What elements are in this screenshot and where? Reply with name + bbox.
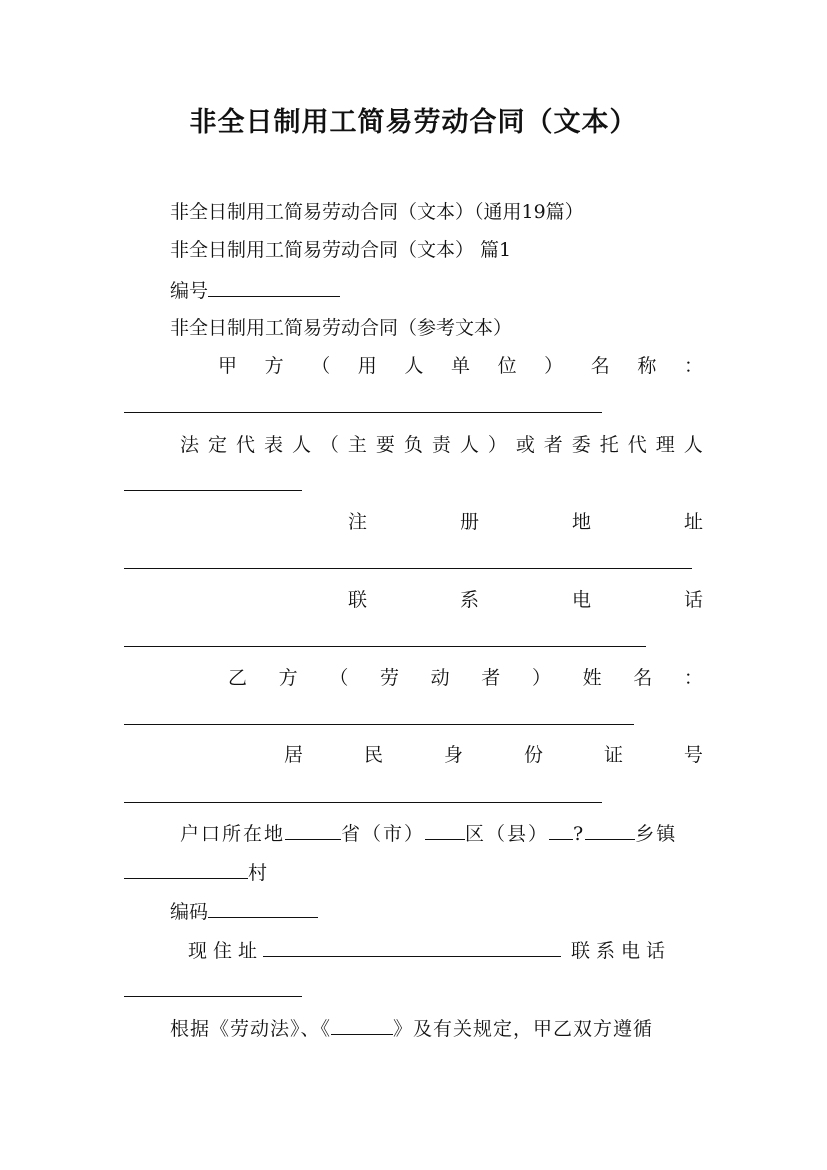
section-heading: 非全日制用工简易劳动合同（文本） 篇1 <box>170 239 512 261</box>
subtitle-line: 非全日制用工简易劳动合同（文本）（通用19篇） <box>170 201 584 223</box>
registered-address-label: 注 册 地 址 <box>348 511 703 533</box>
contract-number-line <box>170 278 340 303</box>
document-title: 非全日制用工简易劳动合同（文本） <box>189 107 638 138</box>
party-a-name-label: 甲 方 （ 用 人 单 位 ） 名 称 ： <box>218 355 703 377</box>
household-registration-line: 户口所在地 省（市） 区（县） ? 乡镇 <box>180 823 678 845</box>
current-address-line: 现住址 联系电话 <box>188 940 672 962</box>
party-a-name-blank <box>124 412 602 413</box>
postal-code-line: 编码 <box>170 899 318 924</box>
party-a-phone-label: 联 系 电 话 <box>348 589 703 611</box>
legal-representative-blank <box>124 490 302 491</box>
contract-basis-line: 根据《劳动法》、《 》及有关规定，甲乙双方遵循 <box>170 1018 654 1040</box>
id-number-blank <box>124 802 602 803</box>
contract-number-label: 编号 <box>170 280 209 302</box>
party-b-name-label: 乙 方 （ 劳 动 者 ） 姓 名 ： <box>228 667 703 689</box>
party-a-phone-blank <box>124 646 646 647</box>
reference-text-line: 非全日制用工简易劳动合同（参考文本） <box>170 317 513 339</box>
legal-representative-label: 法 定 代 表 人 （ 主 要 负 责 人 ） 或 者 委 托 代 理 人 <box>180 434 703 456</box>
current-phone-blank <box>124 996 302 997</box>
registered-address-blank <box>124 568 692 569</box>
party-b-name-blank <box>124 724 634 725</box>
contract-number-blank <box>208 278 340 297</box>
id-number-label: 居 民 身 份 证 号 <box>284 744 703 766</box>
household-village-line: 村 <box>124 860 267 885</box>
